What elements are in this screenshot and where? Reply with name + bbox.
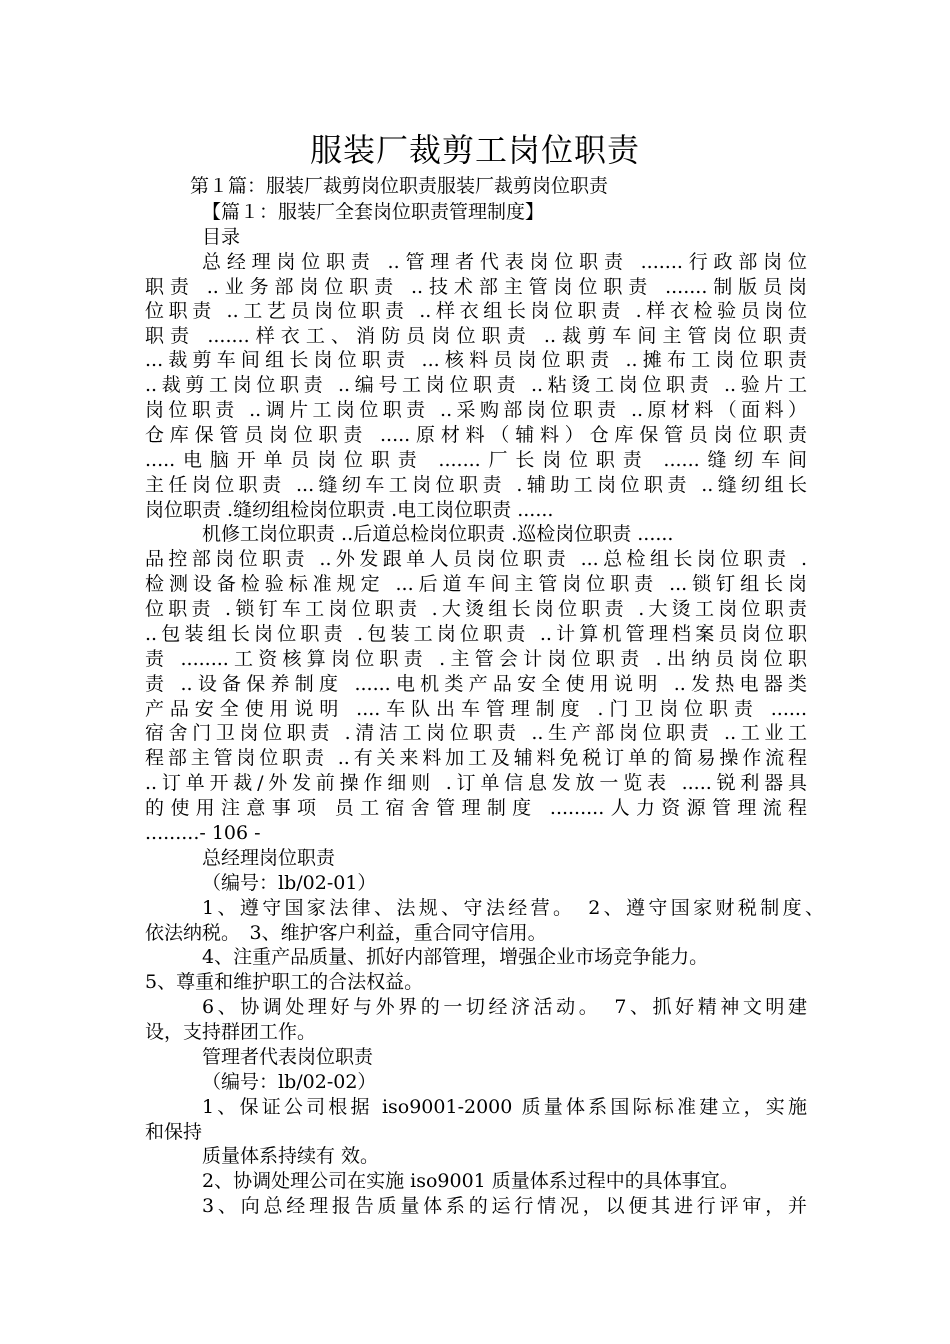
body-line: 5、尊重和维护职工的合法权益。 xyxy=(145,971,424,993)
section-heading: 第１篇：服装厂裁剪岗位职责服装厂裁剪岗位职责 xyxy=(190,175,609,197)
doc-code: （编号：lb/02-01） xyxy=(202,872,377,894)
toc-line: 机修工岗位职责 ..后道总检岗位职责 .巡检岗位职责 ...... xyxy=(202,523,674,545)
toc-line: ...裁剪车间组长岗位职责 ...核料员岗位职责 ..摊布工岗位职责 xyxy=(145,349,807,371)
section-heading-rep: 管理者代表岗位职责 xyxy=(202,1046,374,1068)
toc-line: 宿舍门卫岗位职责 .清洁工岗位职责 ..生产部岗位职责 ..工业工 xyxy=(145,722,807,744)
toc-line: 责 ........工资核算岗位职责 .主管会计岗位职责 .出纳员岗位职 xyxy=(145,648,807,670)
toc-line: 岗位职责 ..调片工岗位职责 ..采购部岗位职责 ..原材料（面料） xyxy=(145,399,807,421)
body-line: 设，支持群团工作。 xyxy=(145,1021,317,1043)
body-line: 6、协调处理好与外界的一切经济活动。 7、抓好精神文明建 xyxy=(202,996,807,1018)
body-line: 4、注重产品质量、抓好内部管理，增强企业市场竞争能力。 xyxy=(202,946,709,968)
body-line: 1、保证公司根据 iso9001-2000 质量体系国际标准建立，实施 xyxy=(202,1096,807,1118)
toc-heading: 目录 xyxy=(202,226,241,248)
body-line: 1、遵守国家法律、法规、守法经营。 2、遵守国家财税制度、 xyxy=(202,897,824,919)
subsection-heading: 【篇１：服装厂全套岗位职责管理制度】 xyxy=(202,201,545,223)
toc-line: 主任岗位职责 ...缝纫车工岗位职责 .辅助工岗位职责 ..缝纫组长 xyxy=(145,474,807,496)
toc-line: 位职责 ..工艺员岗位职责 ..样衣组长岗位职责 .样衣检验员岗位 xyxy=(145,300,807,322)
toc-line: 程部主管岗位职责 ..有关来料加工及辅料免税订单的简易操作流程 xyxy=(145,747,807,769)
section-heading-gm: 总经理岗位职责 xyxy=(202,847,336,869)
body-line: 2、协调处理公司在实施 iso9001 质量体系过程中的具体事宜。 xyxy=(202,1170,739,1192)
toc-line: 岗位职责 .缝纫组检岗位职责 .电工岗位职责 ...... xyxy=(145,499,554,521)
toc-line: .....电脑开单员岗位职责 .......厂长岗位职责 ......缝纫车间 xyxy=(145,449,807,471)
body-line: 和保持 xyxy=(145,1121,203,1143)
toc-line: 品控部岗位职责 ..外发跟单人员岗位职责 ...总检组长岗位职责 . xyxy=(145,548,807,570)
body-line: 质量体系持续有 效。 xyxy=(202,1145,380,1167)
toc-line: 的使用注意事项 员工宿舍管理制度 .........人力资源管理流程 xyxy=(145,797,807,819)
page-title: 服装厂裁剪工岗位职责 xyxy=(309,131,640,169)
toc-line: 仓库保管员岗位职责 .....原材料（辅料）仓库保管员岗位职责 xyxy=(145,424,807,446)
body-line: 依法纳税。 3、维护客户利益，重合同守信用。 xyxy=(145,922,547,944)
toc-page-number: .........- 106 - xyxy=(145,822,261,844)
body-line: 3、向总经理报告质量体系的运行情况，以便其进行评审，并 xyxy=(202,1195,807,1217)
toc-line: ..裁剪工岗位职责 ..编号工岗位职责 ..粘烫工岗位职责 ..验片工 xyxy=(145,374,807,396)
toc-line: ..订单开裁/外发前操作细则 .订单信息发放一览表 .....锐利器具 xyxy=(145,772,807,794)
toc-line: 检测设备检验标准规定 ...后道车间主管岗位职责 ...锁钉组长岗 xyxy=(145,573,807,595)
toc-line: 位职责 .锁钉车工岗位职责 .大烫组长岗位职责 .大烫工岗位职责 xyxy=(145,598,807,620)
doc-code: （编号：lb/02-02） xyxy=(202,1071,377,1093)
toc-line: 职责 ..业务部岗位职责 ..技术部主管岗位职责 .......制版员岗 xyxy=(145,276,807,298)
toc-line: 总经理岗位职责 ..管理者代表岗位职责 .......行政部岗位 xyxy=(202,251,807,273)
toc-line: ..包装组长岗位职责 .包装工岗位职责 ..计算机管理档案员岗位职 xyxy=(145,623,807,645)
toc-line: 产品安全使用说明 ....车队出车管理制度 .门卫岗位职责 ...... xyxy=(145,698,807,720)
toc-line: 职责 .......样衣工、消防员岗位职责 ..裁剪车间主管岗位职责 xyxy=(145,325,807,347)
toc-line: 责 ..设备保养制度 ......电机类产品安全使用说明 ..发热电器类 xyxy=(145,673,807,695)
